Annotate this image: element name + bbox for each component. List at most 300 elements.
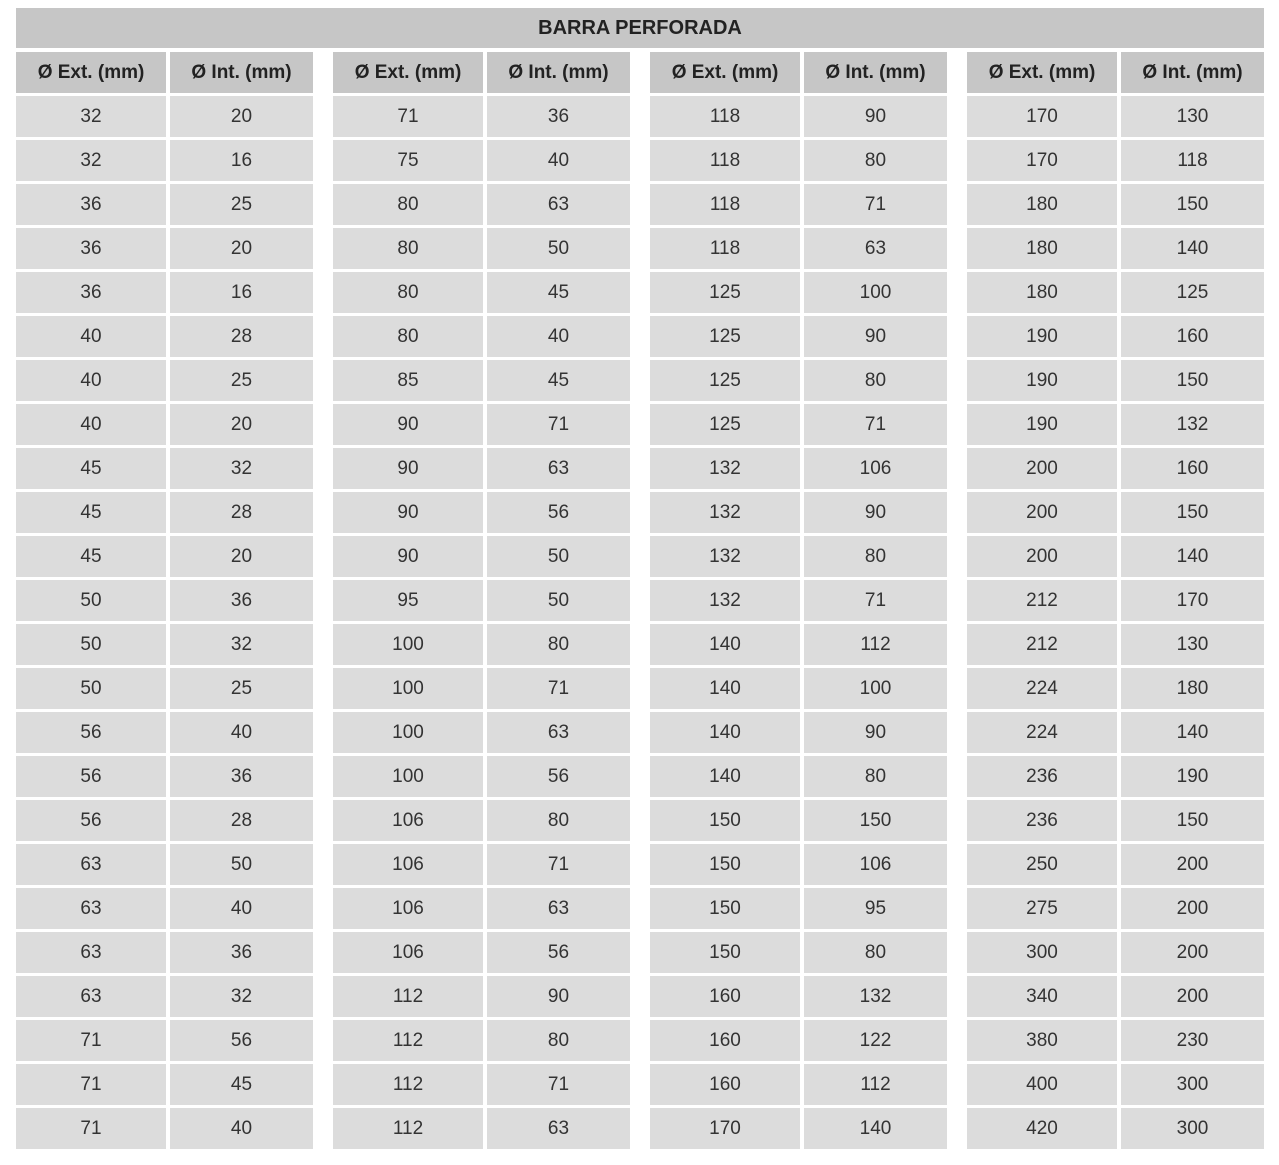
cell-int-diameter: 300 [1121, 1064, 1264, 1105]
table-row [16, 228, 313, 269]
cell-ext-diameter: 180 [967, 228, 1117, 269]
cell-ext-diameter: 190 [967, 360, 1117, 401]
cell-int-diameter: 150 [1121, 184, 1264, 225]
cell-ext-diameter: 160 [650, 1020, 800, 1061]
cell-ext-diameter: 71 [333, 96, 483, 137]
column-header-ext: Ø Ext. (mm) [650, 52, 800, 93]
cell-int-diameter: 16 [170, 140, 313, 181]
table-row [650, 316, 947, 357]
cell-ext-diameter: 170 [967, 96, 1117, 137]
table-row [650, 580, 947, 621]
cell-int-diameter: 36 [170, 756, 313, 797]
table-row [967, 360, 1264, 401]
table-row [967, 668, 1264, 709]
cell-int-diameter: 230 [1121, 1020, 1264, 1061]
table-row [967, 448, 1264, 489]
table-row [333, 580, 630, 621]
table-row [967, 1108, 1264, 1149]
cell-ext-diameter: 160 [650, 1064, 800, 1105]
cell-int-diameter: 71 [487, 668, 630, 709]
table-title: BARRA PERFORADA [16, 8, 1264, 48]
cell-ext-diameter: 80 [333, 316, 483, 357]
cell-ext-diameter: 50 [16, 668, 166, 709]
cell-ext-diameter: 400 [967, 1064, 1117, 1105]
cell-ext-diameter: 150 [650, 932, 800, 973]
cell-int-diameter: 80 [804, 756, 947, 797]
table-row [333, 800, 630, 841]
table-row [650, 96, 947, 137]
cell-int-diameter: 90 [487, 976, 630, 1017]
table-row [967, 492, 1264, 533]
cell-ext-diameter: 90 [333, 448, 483, 489]
cell-ext-diameter: 56 [16, 800, 166, 841]
cell-ext-diameter: 63 [16, 888, 166, 929]
cell-int-diameter: 40 [487, 316, 630, 357]
cell-ext-diameter: 180 [967, 184, 1117, 225]
table-row [967, 932, 1264, 973]
cell-int-diameter: 130 [1121, 96, 1264, 137]
cell-int-diameter: 112 [804, 624, 947, 665]
table-row [333, 1020, 630, 1061]
cell-int-diameter: 200 [1121, 844, 1264, 885]
cell-ext-diameter: 75 [333, 140, 483, 181]
cell-ext-diameter: 140 [650, 624, 800, 665]
table-row [967, 272, 1264, 313]
cell-int-diameter: 90 [804, 712, 947, 753]
cell-ext-diameter: 200 [967, 536, 1117, 577]
cell-ext-diameter: 106 [333, 932, 483, 973]
cell-int-diameter: 140 [1121, 228, 1264, 269]
cell-int-diameter: 132 [1121, 404, 1264, 445]
cell-ext-diameter: 190 [967, 404, 1117, 445]
table-row [967, 756, 1264, 797]
cell-int-diameter: 125 [1121, 272, 1264, 313]
cell-int-diameter: 63 [487, 1108, 630, 1149]
cell-int-diameter: 190 [1121, 756, 1264, 797]
cell-ext-diameter: 36 [16, 228, 166, 269]
table-row [650, 888, 947, 929]
table-row [967, 96, 1264, 137]
table-row [333, 492, 630, 533]
table-row [333, 976, 630, 1017]
cell-ext-diameter: 125 [650, 404, 800, 445]
table-row [16, 1020, 313, 1061]
cell-int-diameter: 40 [487, 140, 630, 181]
cell-int-diameter: 106 [804, 448, 947, 489]
cell-ext-diameter: 71 [16, 1020, 166, 1061]
cell-int-diameter: 80 [804, 536, 947, 577]
cell-int-diameter: 63 [804, 228, 947, 269]
cell-int-diameter: 45 [487, 272, 630, 313]
table-row [16, 184, 313, 225]
cell-int-diameter: 150 [1121, 492, 1264, 533]
table-row [16, 1064, 313, 1105]
cell-ext-diameter: 106 [333, 800, 483, 841]
column-header-int: Ø Int. (mm) [170, 52, 313, 93]
cell-int-diameter: 56 [170, 1020, 313, 1061]
cell-int-diameter: 32 [170, 624, 313, 665]
table-row [967, 1020, 1264, 1061]
table-row [967, 140, 1264, 181]
cell-int-diameter: 50 [487, 228, 630, 269]
table-row [16, 976, 313, 1017]
table-row [967, 404, 1264, 445]
table-row [333, 932, 630, 973]
cell-ext-diameter: 80 [333, 272, 483, 313]
table-row [967, 1064, 1264, 1105]
cell-ext-diameter: 63 [16, 844, 166, 885]
table-row [650, 712, 947, 753]
table-row [16, 800, 313, 841]
cell-ext-diameter: 250 [967, 844, 1117, 885]
cell-int-diameter: 40 [170, 712, 313, 753]
cell-ext-diameter: 132 [650, 580, 800, 621]
table-row [650, 624, 947, 665]
cell-int-diameter: 36 [487, 96, 630, 137]
cell-ext-diameter: 140 [650, 668, 800, 709]
cell-ext-diameter: 100 [333, 668, 483, 709]
cell-int-diameter: 20 [170, 96, 313, 137]
cell-ext-diameter: 125 [650, 272, 800, 313]
cell-int-diameter: 118 [1121, 140, 1264, 181]
cell-ext-diameter: 106 [333, 844, 483, 885]
cell-int-diameter: 45 [170, 1064, 313, 1105]
table-row [650, 272, 947, 313]
cell-int-diameter: 36 [170, 580, 313, 621]
header-row [967, 52, 1264, 93]
cell-ext-diameter: 90 [333, 492, 483, 533]
cell-ext-diameter: 112 [333, 1020, 483, 1061]
cell-ext-diameter: 40 [16, 360, 166, 401]
table-row [650, 844, 947, 885]
cell-int-diameter: 40 [170, 888, 313, 929]
table-row [333, 360, 630, 401]
table-row [967, 976, 1264, 1017]
table-row [967, 844, 1264, 885]
table-row [16, 404, 313, 445]
cell-int-diameter: 50 [487, 536, 630, 577]
cell-ext-diameter: 36 [16, 272, 166, 313]
cell-ext-diameter: 118 [650, 228, 800, 269]
cell-int-diameter: 32 [170, 976, 313, 1017]
table-row [16, 448, 313, 489]
cell-int-diameter: 20 [170, 536, 313, 577]
table-row [333, 756, 630, 797]
cell-ext-diameter: 40 [16, 404, 166, 445]
cell-ext-diameter: 56 [16, 756, 166, 797]
header-row [16, 52, 313, 93]
cell-int-diameter: 132 [804, 976, 947, 1017]
table-row [967, 184, 1264, 225]
cell-ext-diameter: 40 [16, 316, 166, 357]
cell-int-diameter: 140 [1121, 712, 1264, 753]
cell-int-diameter: 28 [170, 316, 313, 357]
cell-int-diameter: 140 [804, 1108, 947, 1149]
cell-ext-diameter: 170 [967, 140, 1117, 181]
table-row [650, 404, 947, 445]
table-row [650, 228, 947, 269]
cell-int-diameter: 20 [170, 404, 313, 445]
table-row [333, 844, 630, 885]
cell-int-diameter: 20 [170, 228, 313, 269]
cell-int-diameter: 25 [170, 360, 313, 401]
table-row [650, 756, 947, 797]
cell-ext-diameter: 80 [333, 184, 483, 225]
cell-ext-diameter: 56 [16, 712, 166, 753]
cell-int-diameter: 200 [1121, 976, 1264, 1017]
cell-ext-diameter: 125 [650, 360, 800, 401]
column-header-ext: Ø Ext. (mm) [967, 52, 1117, 93]
cell-ext-diameter: 118 [650, 184, 800, 225]
table-row [16, 140, 313, 181]
table-row [16, 844, 313, 885]
table-row [333, 184, 630, 225]
table-row [650, 976, 947, 1017]
cell-ext-diameter: 380 [967, 1020, 1117, 1061]
cell-int-diameter: 130 [1121, 624, 1264, 665]
cell-ext-diameter: 71 [16, 1108, 166, 1149]
cell-ext-diameter: 63 [16, 976, 166, 1017]
cell-ext-diameter: 132 [650, 492, 800, 533]
cell-ext-diameter: 50 [16, 580, 166, 621]
cell-int-diameter: 50 [487, 580, 630, 621]
cell-int-diameter: 160 [1121, 448, 1264, 489]
cell-ext-diameter: 118 [650, 96, 800, 137]
cell-int-diameter: 95 [804, 888, 947, 929]
cell-int-diameter: 160 [1121, 316, 1264, 357]
cell-ext-diameter: 36 [16, 184, 166, 225]
cell-ext-diameter: 420 [967, 1108, 1117, 1149]
cell-ext-diameter: 180 [967, 272, 1117, 313]
cell-int-diameter: 180 [1121, 668, 1264, 709]
column-header-int: Ø Int. (mm) [487, 52, 630, 93]
cell-int-diameter: 140 [1121, 536, 1264, 577]
table-row [333, 624, 630, 665]
cell-ext-diameter: 125 [650, 316, 800, 357]
cell-int-diameter: 90 [804, 96, 947, 137]
cell-ext-diameter: 63 [16, 932, 166, 973]
column-header-ext: Ø Ext. (mm) [333, 52, 483, 93]
cell-ext-diameter: 150 [650, 844, 800, 885]
cell-ext-diameter: 32 [16, 96, 166, 137]
table-row [333, 668, 630, 709]
table-row [16, 932, 313, 973]
table-row [967, 712, 1264, 753]
column-header-ext: Ø Ext. (mm) [16, 52, 166, 93]
cell-ext-diameter: 95 [333, 580, 483, 621]
cell-int-diameter: 80 [804, 360, 947, 401]
cell-int-diameter: 100 [804, 668, 947, 709]
cell-ext-diameter: 112 [333, 976, 483, 1017]
header-row [333, 52, 630, 93]
cell-ext-diameter: 45 [16, 448, 166, 489]
table-row [333, 272, 630, 313]
table-row [16, 316, 313, 357]
cell-ext-diameter: 212 [967, 624, 1117, 665]
cell-int-diameter: 150 [1121, 360, 1264, 401]
table-row [650, 536, 947, 577]
table-row [333, 404, 630, 445]
cell-ext-diameter: 224 [967, 712, 1117, 753]
table-block-4 [967, 52, 1264, 1144]
cell-ext-diameter: 45 [16, 492, 166, 533]
table-row [333, 536, 630, 577]
cell-ext-diameter: 150 [650, 888, 800, 929]
cell-int-diameter: 36 [170, 932, 313, 973]
cell-int-diameter: 80 [804, 932, 947, 973]
cell-int-diameter: 71 [804, 580, 947, 621]
cell-ext-diameter: 190 [967, 316, 1117, 357]
cell-int-diameter: 63 [487, 712, 630, 753]
cell-ext-diameter: 236 [967, 800, 1117, 841]
table-row [333, 448, 630, 489]
cell-ext-diameter: 100 [333, 756, 483, 797]
cell-ext-diameter: 80 [333, 228, 483, 269]
cell-int-diameter: 90 [804, 492, 947, 533]
cell-ext-diameter: 200 [967, 448, 1117, 489]
cell-int-diameter: 122 [804, 1020, 947, 1061]
cell-int-diameter: 300 [1121, 1108, 1264, 1149]
column-header-int: Ø Int. (mm) [804, 52, 947, 93]
cell-ext-diameter: 275 [967, 888, 1117, 929]
cell-int-diameter: 63 [487, 184, 630, 225]
table-row [16, 624, 313, 665]
cell-ext-diameter: 112 [333, 1108, 483, 1149]
cell-ext-diameter: 340 [967, 976, 1117, 1017]
cell-int-diameter: 63 [487, 888, 630, 929]
cell-ext-diameter: 71 [16, 1064, 166, 1105]
cell-int-diameter: 16 [170, 272, 313, 313]
cell-int-diameter: 45 [487, 360, 630, 401]
table-row [650, 1108, 947, 1149]
cell-ext-diameter: 132 [650, 448, 800, 489]
cell-ext-diameter: 118 [650, 140, 800, 181]
table-row [650, 448, 947, 489]
cell-int-diameter: 100 [804, 272, 947, 313]
cell-int-diameter: 150 [1121, 800, 1264, 841]
cell-int-diameter: 56 [487, 932, 630, 973]
cell-int-diameter: 200 [1121, 932, 1264, 973]
cell-ext-diameter: 90 [333, 536, 483, 577]
cell-ext-diameter: 200 [967, 492, 1117, 533]
cell-int-diameter: 56 [487, 492, 630, 533]
cell-ext-diameter: 85 [333, 360, 483, 401]
table-row [333, 712, 630, 753]
table-row [650, 184, 947, 225]
cell-int-diameter: 32 [170, 448, 313, 489]
cell-int-diameter: 106 [804, 844, 947, 885]
table-row [967, 316, 1264, 357]
cell-int-diameter: 112 [804, 1064, 947, 1105]
cell-int-diameter: 40 [170, 1108, 313, 1149]
table-row [967, 228, 1264, 269]
cell-ext-diameter: 90 [333, 404, 483, 445]
cell-int-diameter: 50 [170, 844, 313, 885]
cell-int-diameter: 90 [804, 316, 947, 357]
cell-int-diameter: 150 [804, 800, 947, 841]
table-row [650, 932, 947, 973]
table-row [16, 888, 313, 929]
table-row [967, 800, 1264, 841]
table-row [333, 140, 630, 181]
table-row [650, 360, 947, 401]
table-row [333, 316, 630, 357]
cell-int-diameter: 25 [170, 668, 313, 709]
table-block-3 [650, 52, 947, 1144]
table-row [16, 360, 313, 401]
table-row [333, 96, 630, 137]
cell-ext-diameter: 236 [967, 756, 1117, 797]
table-row [967, 888, 1264, 929]
cell-ext-diameter: 160 [650, 976, 800, 1017]
cell-int-diameter: 80 [487, 800, 630, 841]
table-row [16, 580, 313, 621]
cell-ext-diameter: 212 [967, 580, 1117, 621]
cell-int-diameter: 80 [487, 1020, 630, 1061]
cell-int-diameter: 63 [487, 448, 630, 489]
cell-int-diameter: 80 [487, 624, 630, 665]
header-row [650, 52, 947, 93]
table-row [333, 888, 630, 929]
column-header-int: Ø Int. (mm) [1121, 52, 1264, 93]
table-row [16, 536, 313, 577]
table-row [967, 580, 1264, 621]
table-row [650, 492, 947, 533]
cell-int-diameter: 28 [170, 492, 313, 533]
table-row [16, 712, 313, 753]
cell-int-diameter: 71 [804, 184, 947, 225]
cell-ext-diameter: 106 [333, 888, 483, 929]
cell-ext-diameter: 32 [16, 140, 166, 181]
table-row [333, 228, 630, 269]
cell-ext-diameter: 100 [333, 712, 483, 753]
cell-ext-diameter: 300 [967, 932, 1117, 973]
cell-ext-diameter: 150 [650, 800, 800, 841]
table-row [650, 140, 947, 181]
cell-ext-diameter: 170 [650, 1108, 800, 1149]
cell-int-diameter: 71 [487, 404, 630, 445]
cell-ext-diameter: 45 [16, 536, 166, 577]
cell-ext-diameter: 100 [333, 624, 483, 665]
cell-ext-diameter: 140 [650, 712, 800, 753]
table-row [967, 624, 1264, 665]
table-row [16, 668, 313, 709]
table-row [967, 536, 1264, 577]
cell-int-diameter: 71 [487, 1064, 630, 1105]
cell-ext-diameter: 132 [650, 536, 800, 577]
table-row [650, 1064, 947, 1105]
cell-ext-diameter: 224 [967, 668, 1117, 709]
cell-int-diameter: 25 [170, 184, 313, 225]
table-row [333, 1064, 630, 1105]
cell-int-diameter: 71 [804, 404, 947, 445]
cell-int-diameter: 170 [1121, 580, 1264, 621]
cell-ext-diameter: 50 [16, 624, 166, 665]
table-block-2 [333, 52, 630, 1144]
cell-int-diameter: 80 [804, 140, 947, 181]
cell-ext-diameter: 140 [650, 756, 800, 797]
table-block-1 [16, 52, 313, 1144]
table-row [16, 96, 313, 137]
table-row [333, 1108, 630, 1149]
table-row [16, 492, 313, 533]
table-row [650, 668, 947, 709]
table-row [16, 1108, 313, 1149]
cell-int-diameter: 200 [1121, 888, 1264, 929]
cell-int-diameter: 28 [170, 800, 313, 841]
table-row [650, 800, 947, 841]
table-row [16, 272, 313, 313]
